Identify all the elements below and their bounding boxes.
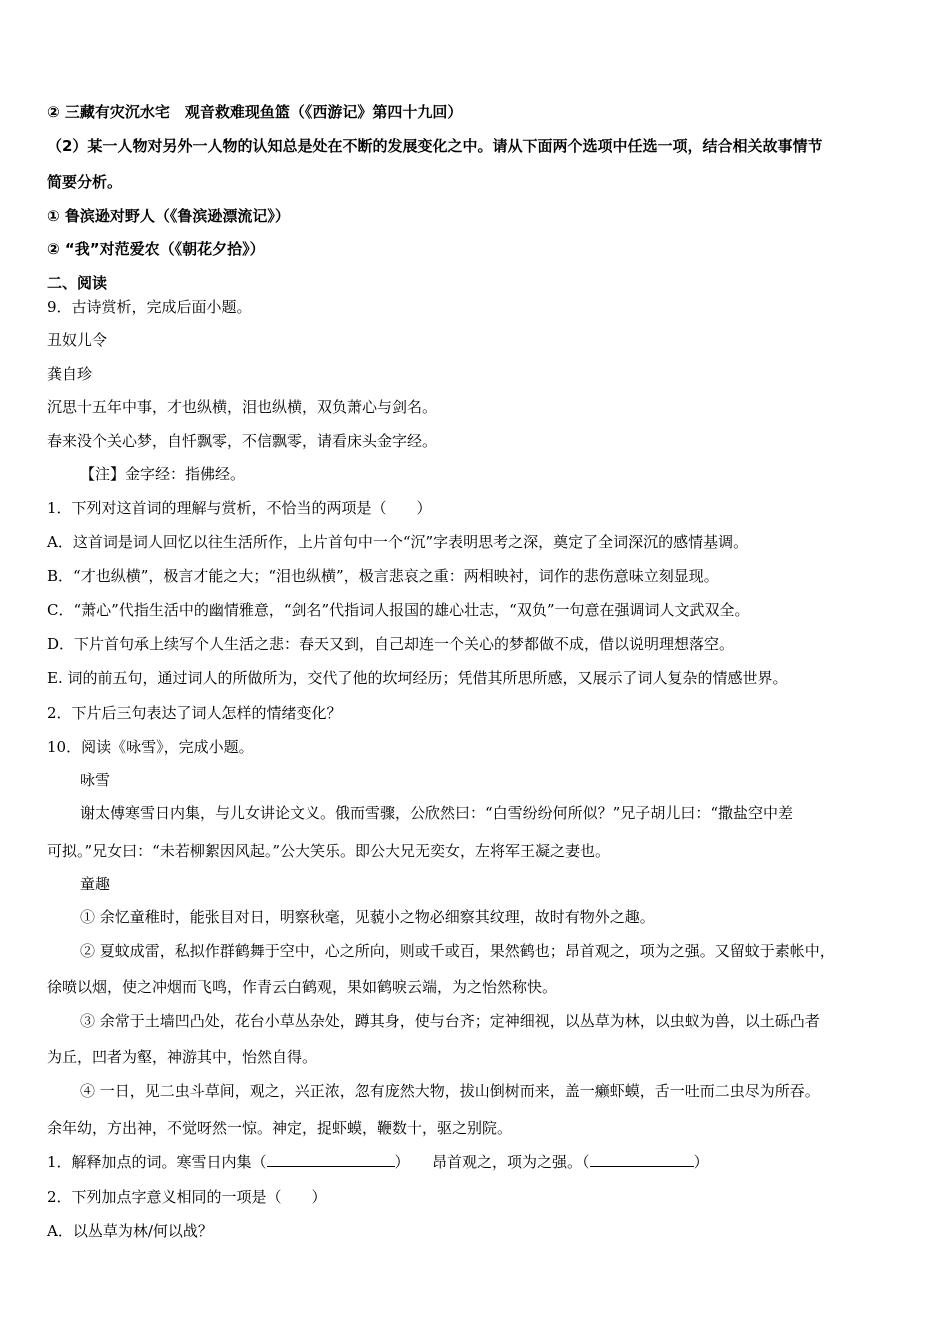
poem-title: 丑奴儿令 [47,331,108,349]
q10-option-a: A．以丛草为林/何以战？ [47,1222,213,1240]
top-line-5: ② “我”对范爱农（《朝花夕拾》） [47,240,265,258]
passage-2-para-3-line-1: ③ 余常于土墙凹凸处，花台小草丛杂处，蹲其身，使与台齐；定神细视，以丛草为林，以虫蚁为兽，以土砾凸者 [80,1012,820,1030]
q9-option-b: B．“才也纵横”，极言才能之大；“泪也纵横”，极言悲哀之重：两相映衬，词作的悲伤意味立刻显现。 [47,567,719,585]
q9-sub2: 2．下片后三句表达了词人怎样的情绪变化？ [47,704,342,722]
passage-2-para-1: ① 余忆童稚时，能张目对日，明察秋毫，见藐小之物必细察其纹理，故时有物外之趣。 [80,908,655,926]
top-line-3: 简要分析。 [47,173,123,191]
top-line-4: ① 鲁滨逊对野人（《鲁滨逊漂流记》） [47,207,290,225]
q9-sub1: 1．下列对这首词的理解与赏析，不恰当的两项是（ ） [47,499,432,517]
passage-1-line-2: 可拟。”兄女曰：“未若柳絮因风起。”公大笑乐。即公大兄无奕女，左将军王凝之妻也。 [47,842,611,860]
top-line-2: （2）某一人物对另外一人物的认知总是处在不断的发展变化之中。请从下面两个选项中任选一项，结合相关故事情节 [47,137,823,155]
q9-option-e: E. 词的前五句，通过词人的所做所为，交代了他的坎坷经历；凭借其所思所感，又展示了词人复杂的情感世界。 [47,669,788,687]
poem-verse-1: 沉思十五年中事，才也纵横，泪也纵横，双负萧心与剑名。 [47,398,438,416]
q10-sub1-text-a: 1．解释加点的词。寒雪日内集（ [47,1153,267,1171]
passage-2-para-2-line-1: ② 夏蚊成雷，私拟作群鹤舞于空中，心之所向，则或千或百，果然鹤也；昂首观之，项为之强。又留蚊于素帐中， [80,942,835,960]
q9-option-c: C．“萧心”代指生活中的幽情雅意，“剑名”代指词人报国的雄心壮志，“双负”一句意在强调词人文武双全。 [47,601,750,619]
q10-sub1 [47,1152,709,1172]
passage-2-para-2-line-2: 徐喷以烟，使之冲烟而飞鸣，作青云白鹤观，果如鹤唳云端，为之怡然称快。 [47,978,558,996]
q10-sub1-text-c: ） [693,1153,709,1171]
poem-note: 【注】金字经：指佛经。 [80,465,246,483]
q10-sub1-text-b: ） 昂首观之，项为之强。（ [394,1153,590,1171]
passage-title-2: 童趣 [80,875,111,893]
poem-author: 龚自珍 [47,365,93,383]
q10-sub2: 2．下列加点字意义相同的一项是（ ） [47,1188,327,1206]
poem-verse-2: 春来没个关心梦，自忏飘零，不信飘零，请看床头金字经。 [47,432,438,450]
passage-2-para-4-line-1: ④ 一日，见二虫斗草间，观之，兴正浓，忽有庞然大物，拔山倒树而来，盖一癞虾蟆，舌一吐而二虫尽为所吞。 [80,1082,820,1100]
passage-2-para-4-line-2: 余年幼，方出神，不觉呀然一惊。神定，捉虾蟆，鞭数十，驱之别院。 [47,1119,513,1137]
passage-1-line-1: 谢太傅寒雪日内集，与儿女讲论文义。俄而雪骤，公欣然曰：“白雪纷纷何所似？”兄子胡儿曰：“撒盐空中差 [80,804,794,822]
top-line-1: ② 三藏有灾沉水宅 观音救难现鱼篮（《西游记》第四十九回） [47,103,463,121]
passage-2-para-3-line-2: 为丘，凹者为壑，神游其中，怡然自得。 [47,1048,318,1066]
q10-intro: 10．阅读《咏雪》，完成小题。 [47,738,254,756]
q9-option-a: A．这首词是词人回忆以往生活所作，上片首句中一个“沉”字表明思考之深，奠定了全词深沉的感情基调。 [47,533,749,551]
section-heading: 二、阅读 [47,274,108,292]
passage-title-1: 咏雪 [80,771,111,789]
answer-blank-1[interactable] [267,1152,395,1167]
q9-intro: 9．古诗赏析，完成后面小题。 [47,298,252,316]
q9-option-d: D．下片首句承上续写个人生活之悲：春天又到，自己却连一个关心的梦都做不成，借以说明理想落空。 [47,635,735,653]
answer-blank-2[interactable] [590,1152,694,1167]
